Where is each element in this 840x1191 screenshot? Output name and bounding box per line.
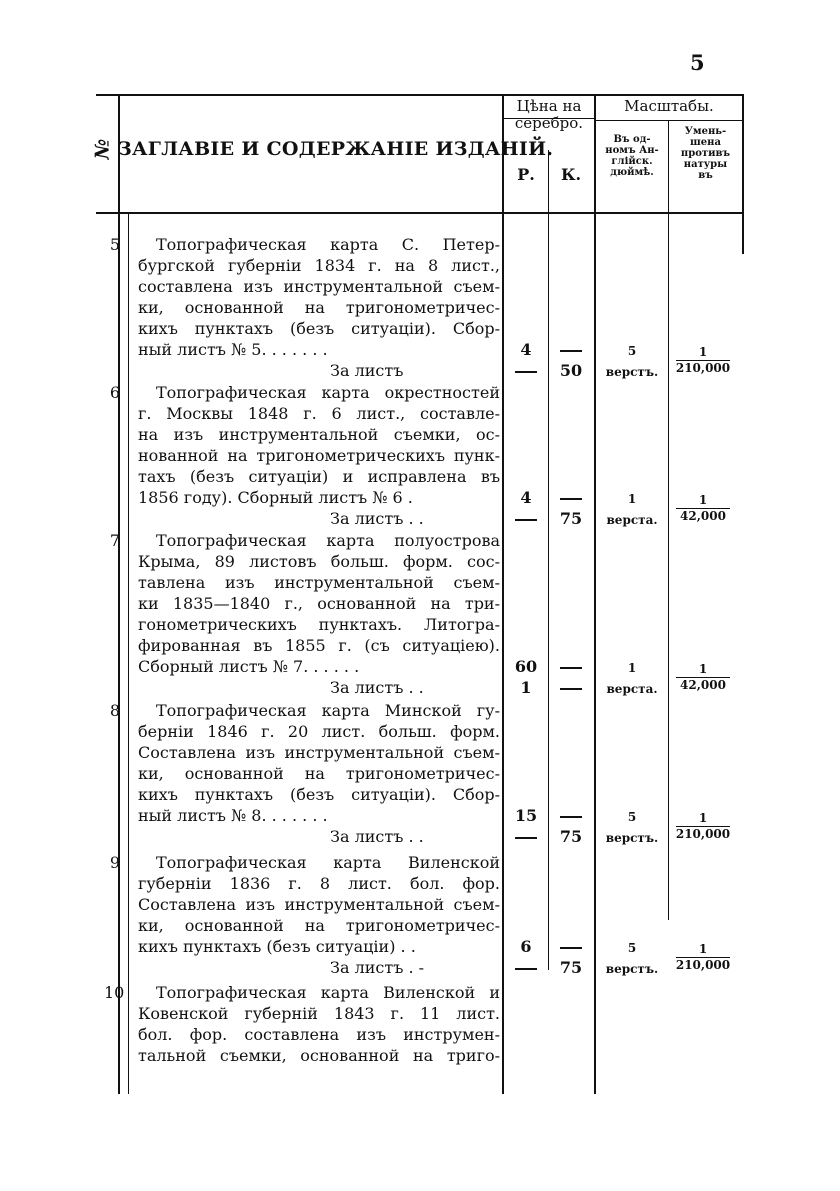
scale-ratio — [672, 942, 734, 972]
scale-ratio — [672, 493, 734, 523]
entry-text-line: Крыма, 89 листовъ больш. форм. сос- — [138, 552, 500, 571]
rub-header: Р. — [517, 165, 535, 184]
price-header-line: серебро. — [514, 113, 584, 132]
entry-text-line: тавлена изъ инструментальной съем- — [138, 573, 500, 592]
kop-header: К. — [560, 165, 582, 184]
scales-header: Масштабы. — [624, 97, 714, 115]
price-header — [504, 98, 594, 131]
entry-text-line: бургской губерніи 1834 г. на 8 лист., — [138, 256, 500, 275]
entry-text-line: составлена изъ инструментальной съем- — [138, 277, 500, 296]
entry-number: 9 — [109, 853, 120, 872]
entry-text-line: Топографическая карта Минской гу- — [156, 701, 500, 720]
price-rub: 4 — [520, 488, 532, 507]
reduced-header-line: шена — [690, 137, 721, 148]
inch-header-line: номъ Ан- — [605, 145, 659, 156]
ratio-numerator: 1 — [698, 493, 708, 507]
inch-header — [596, 134, 668, 178]
title-column-header: ЗАГЛАВІЕ И СОДЕРЖАНІЕ ИЗДАНІЙ. — [118, 138, 554, 160]
entry-number: 8 — [109, 701, 120, 720]
dash-mark — [515, 519, 537, 521]
entry-text-line: ки 1835—1840 г., основанной на три- — [138, 594, 500, 613]
sheet-price-rub: 1 — [520, 678, 532, 697]
inch-value: 5 — [627, 941, 637, 955]
price-kop — [549, 339, 593, 360]
price-rub: 15 — [514, 806, 538, 825]
entry-text-line: тальной съемки, основанной на триго- — [138, 1046, 500, 1065]
reduced-header-line: въ — [698, 170, 713, 181]
inch-unit: верстъ. — [605, 365, 659, 379]
per-sheet-label: За листъ — [330, 361, 404, 380]
entry-text-line: Топографическая карта полуострова — [156, 531, 500, 550]
scale-ratio — [672, 345, 734, 375]
inch-header-line: глійск. — [611, 156, 653, 167]
entry-text-line: ный листъ № 5. . . . . . . — [138, 340, 328, 359]
entry-text-line: Ковенской губерній 1843 г. 11 лист. — [138, 1004, 500, 1023]
price-rub: 60 — [514, 657, 538, 676]
entry-text-line: Топографическая карта С. Петер- — [156, 235, 500, 254]
inch-unit: верстъ. — [605, 831, 659, 845]
entry-text-line: Топографическая карта Виленской и — [156, 983, 500, 1002]
entry-text-line: губерніи 1836 г. 8 лист. бол. фор. — [138, 874, 500, 893]
price-kop — [549, 656, 593, 677]
inch-header-line: Въ од- — [613, 134, 651, 145]
ratio-denominator: 42,000 — [680, 509, 726, 523]
sheet-price-kop: 75 — [559, 827, 583, 846]
price-kop — [549, 487, 593, 508]
sheet-price-rub — [504, 508, 548, 529]
inch-unit: верстъ. — [605, 962, 659, 976]
sheet-price-kop: 50 — [559, 361, 583, 380]
price-rub: 6 — [520, 937, 532, 956]
reduced-header-line: натуры — [683, 159, 728, 170]
entry-text-line: ки, основанной на тригонометричес- — [138, 764, 500, 783]
entry-text-line: ный листъ № 8. . . . . . . — [138, 806, 328, 825]
sheet-price-rub — [504, 957, 548, 978]
scale-ratio — [672, 811, 734, 841]
inch-header-line: дюймѣ. — [610, 167, 654, 178]
sheet-price-kop: 75 — [559, 958, 583, 977]
price-kop — [549, 936, 593, 957]
dash-mark — [560, 498, 582, 500]
dash-mark — [560, 667, 582, 669]
entry-text-line: бол. фор. составлена изъ инструмен- — [138, 1025, 500, 1044]
entry-text-line: тахъ (безъ ситуаціи) и исправлена въ — [138, 467, 500, 486]
sheet-price-kop — [549, 677, 593, 698]
entry-number: 7 — [109, 531, 120, 550]
reduced-header — [669, 126, 742, 181]
ratio-denominator: 210,000 — [675, 361, 731, 375]
price-kop — [549, 805, 593, 826]
entry-text-line: г. Москвы 1848 г. 6 лист., составле- — [138, 404, 500, 423]
entry-text-line: Составлена изъ инструментальной съем- — [138, 895, 500, 914]
reduced-header-line: противъ — [680, 148, 731, 159]
entry-text-line: кихъ пунктахъ (безъ ситуаціи) . . — [138, 937, 416, 956]
inch-value: 1 — [627, 492, 637, 506]
ratio-numerator: 1 — [698, 662, 708, 676]
inch-value: 5 — [627, 810, 637, 824]
entry-text-line: кихъ пунктахъ (безъ ситуаціи). Сбор- — [138, 319, 500, 338]
entry-text-line: ки, основанной на тригонометричес- — [138, 916, 500, 935]
ratio-numerator: 1 — [698, 811, 708, 825]
dash-mark — [560, 350, 582, 352]
dash-mark — [560, 816, 582, 818]
inch-value: 5 — [627, 344, 637, 358]
reduced-header-line: Умень- — [684, 126, 727, 137]
entry-text-line: фированная въ 1855 г. (съ ситуаціею). — [138, 636, 500, 655]
entry-text-line: Топографическая карта Виленской — [156, 853, 500, 872]
sheet-price-kop: 75 — [559, 509, 583, 528]
entry-text-line: гонометрическихъ пунктахъ. Литогра- — [138, 615, 500, 634]
sheet-price-rub — [504, 360, 548, 381]
ratio-denominator: 210,000 — [675, 827, 731, 841]
inch-value: 1 — [627, 661, 637, 675]
dash-mark — [560, 688, 582, 690]
per-sheet-label: За листъ . . — [330, 827, 424, 846]
ratio-numerator: 1 — [698, 345, 708, 359]
per-sheet-label: За листъ . . — [330, 509, 424, 528]
ratio-numerator: 1 — [698, 942, 708, 956]
entry-text-line: Составлена изъ инструментальной съем- — [138, 743, 500, 762]
price-header-line: Цѣна на — [516, 97, 582, 115]
entry-number: 10 — [104, 983, 125, 1002]
number-column-header: № — [91, 138, 114, 160]
page-number: 5 — [690, 50, 705, 75]
inch-unit: верста. — [606, 682, 658, 696]
dash-mark — [515, 837, 537, 839]
dash-mark — [515, 968, 537, 970]
entry-text-line: Топографическая карта окрестностей — [156, 383, 500, 402]
scale-ratio — [672, 662, 734, 692]
entry-text-line: Сборный листъ № 7. . . . . . — [138, 657, 360, 676]
entry-text-line: ки, основанной на тригонометричес- — [138, 298, 500, 317]
ratio-denominator: 210,000 — [675, 958, 731, 972]
entry-text-line: берніи 1846 г. 20 лист. больш. форм. — [138, 722, 500, 741]
per-sheet-label: За листъ . - — [330, 958, 425, 977]
inch-unit: верста. — [606, 513, 658, 527]
price-rub: 4 — [520, 340, 532, 359]
entry-number: 6 — [109, 383, 120, 402]
dash-mark — [560, 947, 582, 949]
entry-text-line: 1856 году). Сборный листъ № 6 . — [138, 488, 413, 507]
dash-mark — [515, 371, 537, 373]
entry-text-line: на изъ инструментальной съемки, ос- — [138, 425, 500, 444]
entry-text-line: кихъ пунктахъ (безъ ситуаціи). Сбор- — [138, 785, 500, 804]
ratio-denominator: 42,000 — [680, 678, 726, 692]
entry-number: 5 — [109, 235, 120, 254]
per-sheet-label: За листъ . . — [330, 678, 424, 697]
sheet-price-rub — [504, 826, 548, 847]
entry-text-line: нованной на тригонометрическихъ пунк- — [138, 446, 500, 465]
